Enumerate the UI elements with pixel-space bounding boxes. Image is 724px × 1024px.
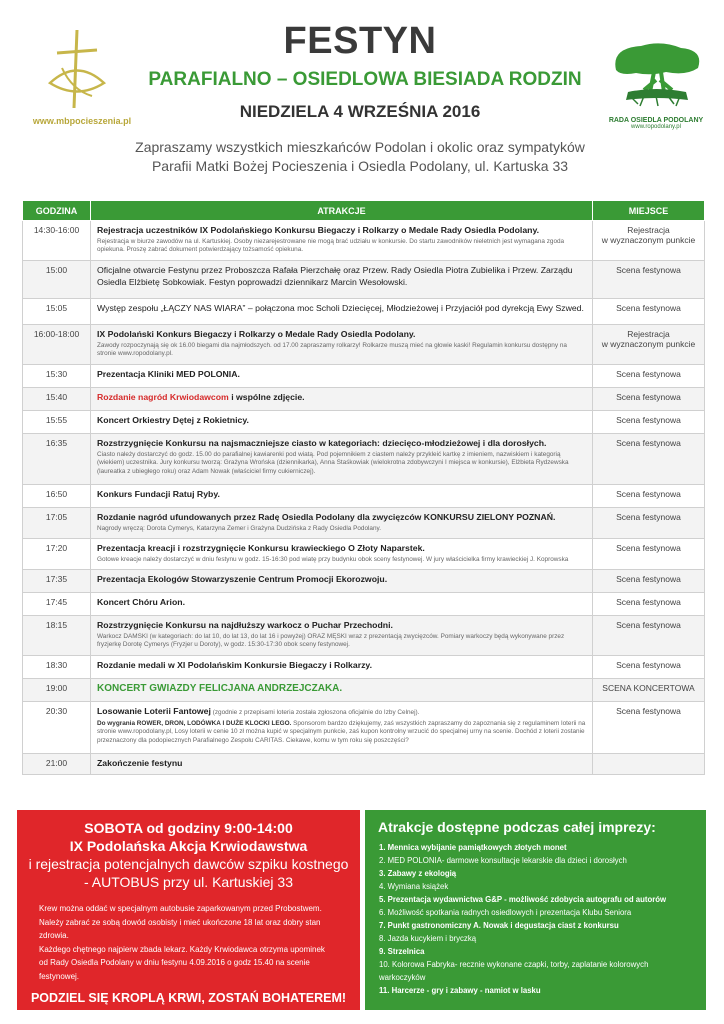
attraction-title: Prezentacja Kliniki MED POLONIA.	[97, 369, 240, 379]
attraction-title: Losowanie Loterii Fantowej	[97, 706, 211, 716]
attraction-title: Koncert Orkiestry Dętej z Rokietnicy.	[97, 415, 249, 425]
row-place: Scena festynowa	[593, 434, 705, 485]
row-time: 17:05	[23, 508, 91, 539]
attraction-details: Nagrody wręczą: Dorota Cymerys, Katarzyna Zemer i Grażyna Dudzińska z Rady Osiedla Podolany.	[97, 524, 382, 532]
row-time: 17:45	[23, 593, 91, 616]
table-row	[23, 388, 705, 411]
attraction-title: Rozstrzygnięcie Konkursu na najdłuższy warkocz o Puchar Przechodni.	[97, 620, 393, 630]
row-attraction	[91, 365, 593, 388]
info-line: Krew można oddać w specjalnym autobusie zaparkowanym przed Probostwem.	[39, 904, 322, 913]
row-attraction	[91, 570, 593, 593]
info-line: od Rady Osiedla Podolany w dniu festynu 4.09.2016 o godz 15.40 na scenie festynowej.	[39, 958, 310, 981]
table-row	[23, 365, 705, 388]
row-place: SCENA KONCERTOWA	[593, 679, 705, 702]
row-time: 16:35	[23, 434, 91, 485]
table-row	[23, 434, 705, 485]
row-attraction	[91, 325, 593, 365]
blood-donation-info	[17, 902, 360, 983]
tree-icon	[606, 40, 706, 110]
row-time: 17:20	[23, 539, 91, 570]
table-row	[23, 325, 705, 365]
row-place: Scena festynowa	[593, 593, 705, 616]
attraction-title: IX Podolański Konkurs Biegaczy i Rolkarzy o Medale Rady Osiedla Podolany.	[97, 329, 416, 339]
row-place: Rejestracja w wyznaczonym punkcie	[593, 325, 705, 365]
table-row	[23, 702, 705, 754]
row-time: 14:30-16:00	[23, 221, 91, 261]
attractions-box	[365, 810, 706, 1010]
row-time: 15:30	[23, 365, 91, 388]
attractions-heading: Atrakcje dostępne podczas całej imprezy:	[378, 819, 656, 835]
attraction-title: Oficjalne otwarcie Festynu przez Proboszcza Rafała Pierzchałę oraz Przew. Rady Osiedla Piotra Zubielika i Przew. Zarządu Osiedla Elżbietę Sobkowiak. Festyn poprowadzi dziennikarz Marcin Wesołowski.	[97, 265, 573, 287]
row-time: 16:50	[23, 485, 91, 508]
row-attraction	[91, 411, 593, 434]
table-row	[23, 539, 705, 570]
info-line: Należy zabrać ze sobą dowód osobisty i mieć ukończone 18 lat oraz dobry stan zdrowia.	[39, 917, 321, 940]
schedule-table	[22, 200, 705, 775]
row-attraction	[91, 508, 593, 539]
parish-logo	[22, 28, 142, 128]
attraction-details: Warkocz DAMSKI (w kategoriach: do lat 10, do lat 13, do lat 16 i powyżej) ORAZ MĘSKI wraz z prezentacją zwycięzców. Pomiary warkoczy będą wykonywane przez fryzjerkę Dorotę Cymerys (Fryzjer u Doroty), w godz. 15:30-17:30 obok sceny festynowej.	[97, 632, 565, 648]
column-header-place: MIEJSCE	[593, 201, 705, 221]
council-name: RADA OSIEDLA PODOLANY	[608, 117, 704, 124]
row-attraction	[91, 702, 593, 754]
event-date: NIEDZIELA 4 WRZEŚNIA 2016	[239, 102, 481, 121]
table-row	[23, 570, 705, 593]
row-place: Scena festynowa	[593, 261, 705, 299]
row-attraction	[91, 221, 593, 261]
row-time: 15:00	[23, 261, 91, 299]
list-item: 7. Punkt gastronomiczny A. Nowak i degustacja ciast z konkursu	[379, 921, 619, 930]
list-item: 6. Możliwość spotkania radnych osiedlowych i prezentacja Klubu Seniora	[379, 908, 632, 917]
row-time: 17:35	[23, 570, 91, 593]
bus-location: - AUTOBUS przy ul. Kartuskiej 33	[83, 874, 294, 890]
attraction-title: Zakończenie festynu	[97, 758, 183, 768]
parish-url[interactable]: www.mbpocieszenia.pl	[32, 116, 132, 126]
attraction-title-highlight: Rozdanie nagród Krwiodawcom	[97, 392, 229, 402]
attraction-title: Rozdanie medali w XI Podolańskim Konkursie Biegaczy i Rolkarzy.	[97, 660, 373, 670]
row-attraction	[91, 593, 593, 616]
header	[0, 0, 724, 200]
blood-donation-time: SOBOTA od godziny 9:00-14:00	[84, 820, 293, 836]
attraction-title-highlight: KONCERT GWIAZDY FELICJANA ANDRZEJCZAKA.	[97, 683, 343, 694]
attraction-details: Ciasto należy dostarczyć do godz. 15.00 do parafialnej kawiarenki pod wiatą. Pod pojemnikiem z ciastem należy przykleić kartkę z imieniem, nazwiskiem i kategorią (wiekiem) uczestnika. Jury konkursu tworzą: Grażyna Wrońska (dziennikarka), Anna Staśkowiak (wielokrotna zdobywczyni I miejsca w konkursie), Elżbieta Rydzewska (laureatka z ubiegłego roku) oraz Adam Nowak (właściciel firmy cukierniczej).	[97, 450, 569, 475]
row-attraction	[91, 616, 593, 656]
list-item: 11. Harcerze - gry i zabawy - namiot w lasku	[379, 986, 541, 995]
table-row	[23, 508, 705, 539]
row-time: 19:00	[23, 679, 91, 702]
page-subtitle: PARAFIALNO – OSIEDLOWA BIESIADA RODZIN	[148, 69, 582, 90]
row-attraction	[91, 388, 593, 411]
attraction-title: i wspólne zdjęcie.	[228, 392, 305, 402]
invitation-line-1: Zapraszamy wszystkich mieszkańców Podolan i okolic oraz sympatyków	[135, 139, 585, 155]
row-place: Scena festynowa	[593, 616, 705, 656]
row-place: Scena festynowa	[593, 299, 705, 325]
attraction-title: Prezentacja kreacji i rozstrzygnięcie Konkursu krawieckiego O Złoty Naparstek.	[97, 543, 425, 553]
attraction-title: Koncert Chóru Arion.	[97, 597, 185, 607]
table-row	[23, 221, 705, 261]
blood-donation-slogan: PODZIEL SIĘ KROPLĄ KRWI, ZOSTAŃ BOHATEREM!	[30, 991, 347, 1005]
table-row	[23, 616, 705, 656]
row-attraction	[91, 299, 593, 325]
row-place: Rejestracja w wyznaczonym punkcie	[593, 221, 705, 261]
list-item: 8. Jazda kucykiem i bryczką	[379, 934, 477, 943]
row-place: Scena festynowa	[593, 570, 705, 593]
row-time: 15:05	[23, 299, 91, 325]
page-title: FESTYN	[283, 20, 437, 62]
row-attraction	[91, 485, 593, 508]
attraction-title: Rozdanie nagród ufundowanych przez Radę Osiedla Podolany dla zwycięzców KONKURSU ZIELONY POZNAŃ.	[97, 512, 556, 522]
row-attraction	[91, 679, 593, 702]
table-row	[23, 754, 705, 775]
attraction-prizes: Do wygrania ROWER, DRON, LODÓWKA I DUŻE KLOCKI LEGO.	[97, 719, 292, 727]
row-attraction	[91, 754, 593, 775]
row-place: Scena festynowa	[593, 388, 705, 411]
table-row	[23, 593, 705, 616]
row-attraction	[91, 539, 593, 570]
list-item: 2. MED POLONIA- darmowe konsultacje lekarskie dla dzieci i dorosłych	[379, 856, 627, 865]
row-place: Scena festynowa	[593, 508, 705, 539]
attractions-list	[365, 841, 706, 997]
row-place: Scena festynowa	[593, 539, 705, 570]
row-attraction	[91, 434, 593, 485]
cross-fish-icon	[42, 28, 112, 113]
info-line: Każdego chętnego najpierw zbada lekarz. Każdy Krwiodawca otrzyma upominek	[39, 944, 325, 954]
list-item: 10. Kolorowa Fabryka- recznie wykonane czapki, torby, zaplatanie kolorowych warkoczyków	[379, 960, 649, 982]
blood-donation-title: IX Podolańska Akcja Krwiodawstwa	[69, 838, 308, 854]
attraction-title: Konkurs Fundacji Ratuj Ryby.	[97, 489, 220, 499]
table-row	[23, 485, 705, 508]
row-place: Scena festynowa	[593, 702, 705, 754]
attraction-details: Sponsorom bardzo dziękujemy, zaś wszystkich zapraszamy do zapoznania się z regulaminem loterii na stronie www.ropodolany.pl, Losy loterii w cenie 10 zł można kupić w specjalnym punkcie, zaś kupon kontrolny wrzucić do specjalnej urny na scenie. Dochód z loterii zostanie przeznaczony dla podopiecznych Parafialnego Zespołu CARITAS. Ciekawe, komu w tym roku się poszczęści?	[97, 719, 586, 744]
row-place	[593, 754, 705, 775]
attraction-title: Prezentacja Ekologów Stowarzyszenie Centrum Promocji Ekorozwoju.	[97, 574, 388, 584]
row-place: Scena festynowa	[593, 656, 705, 679]
table-header-row	[23, 201, 705, 221]
attraction-details: Rejestracja w biurze zawodów na ul. Kartuskiej. Osoby niezarejestrowane nie mogą brać udziału w konkursie. Do startu zawodników nieletnich jest wymagana zgoda opiekuna. Proszę zabrać dokument potwierdzający tożsamość opiekuna.	[97, 237, 565, 253]
list-item: 9. Strzelnica	[379, 947, 425, 956]
council-url[interactable]: www.ropodolany.pl	[631, 124, 681, 130]
row-time: 18:15	[23, 616, 91, 656]
list-item: 4. Wymiana książek	[379, 882, 449, 891]
list-item: 3. Zabawy z ekologią	[379, 869, 457, 878]
bone-marrow-registration: i rejestracja potencjalnych dawców szpiku kostnego	[28, 856, 349, 872]
attraction-title: Występ zespołu „ŁĄCZY NAS WIARA” – połączona moc Scholi Dziecięcej, Młodzieżowej i Przyjaciół pod dyrekcją Ewy Szwed.	[97, 303, 584, 313]
row-place: Scena festynowa	[593, 411, 705, 434]
attraction-details: Zawody rozpoczynają się ok 16.00 biegami dla najmłodszych. od 17.00 zapraszamy rolkarzy! Rolkarze muszą mieć na głowie kaski! Regulamin konkursu dostępny na stronie www.ropodolany.pl.	[97, 341, 567, 357]
row-attraction	[91, 261, 593, 299]
row-time: 20:30	[23, 702, 91, 754]
attraction-title: Rejestracja uczestników IX Podolańskiego Konkursu Biegaczy i Rolkarzy o Medale Rady Osiedla Podolany.	[97, 225, 540, 235]
row-time: 16:00-18:00	[23, 325, 91, 365]
row-attraction	[91, 656, 593, 679]
blood-donation-box	[17, 810, 360, 1010]
row-time: 18:30	[23, 656, 91, 679]
attraction-title: Rozstrzygnięcie Konkursu na najsmaczniejsze ciasto w kategoriach: dziecięco-młodzieżowej i dla dorosłych.	[97, 438, 547, 448]
row-time: 15:55	[23, 411, 91, 434]
invitation-line-2: Parafii Matki Bożej Pocieszenia i Osiedla Podolany, ul. Kartuska 33	[151, 158, 569, 174]
table-row	[23, 261, 705, 299]
attraction-note: (zgodnie z przepisami loteria została zgłoszona oficjalnie do Izby Celnej).	[210, 709, 420, 716]
table-row	[23, 299, 705, 325]
list-item: 5. Prezentacja wydawnictwa G&P - możliwość zdobycia autografu od autorów	[379, 895, 667, 904]
table-row	[23, 656, 705, 679]
column-header-time: GODZINA	[23, 201, 91, 221]
table-row	[23, 411, 705, 434]
council-logo	[596, 40, 716, 150]
column-header-attractions: ATRAKCJE	[91, 201, 593, 221]
row-place: Scena festynowa	[593, 485, 705, 508]
attraction-details: Gotowe kreacje należy dostarczyć w dniu festynu w godz. 15-16:30 pod wiatę przy budynku obok sceny festynowej. W jury właścicielka firmy krawieckiej J. Koprowska	[97, 555, 569, 563]
invitation-text	[110, 138, 610, 176]
row-time: 21:00	[23, 754, 91, 775]
list-item: 1. Mennica wybijanie pamiątkowych złotych monet	[379, 843, 567, 852]
row-time: 15:40	[23, 388, 91, 411]
table-row	[23, 679, 705, 702]
row-place: Scena festynowa	[593, 365, 705, 388]
